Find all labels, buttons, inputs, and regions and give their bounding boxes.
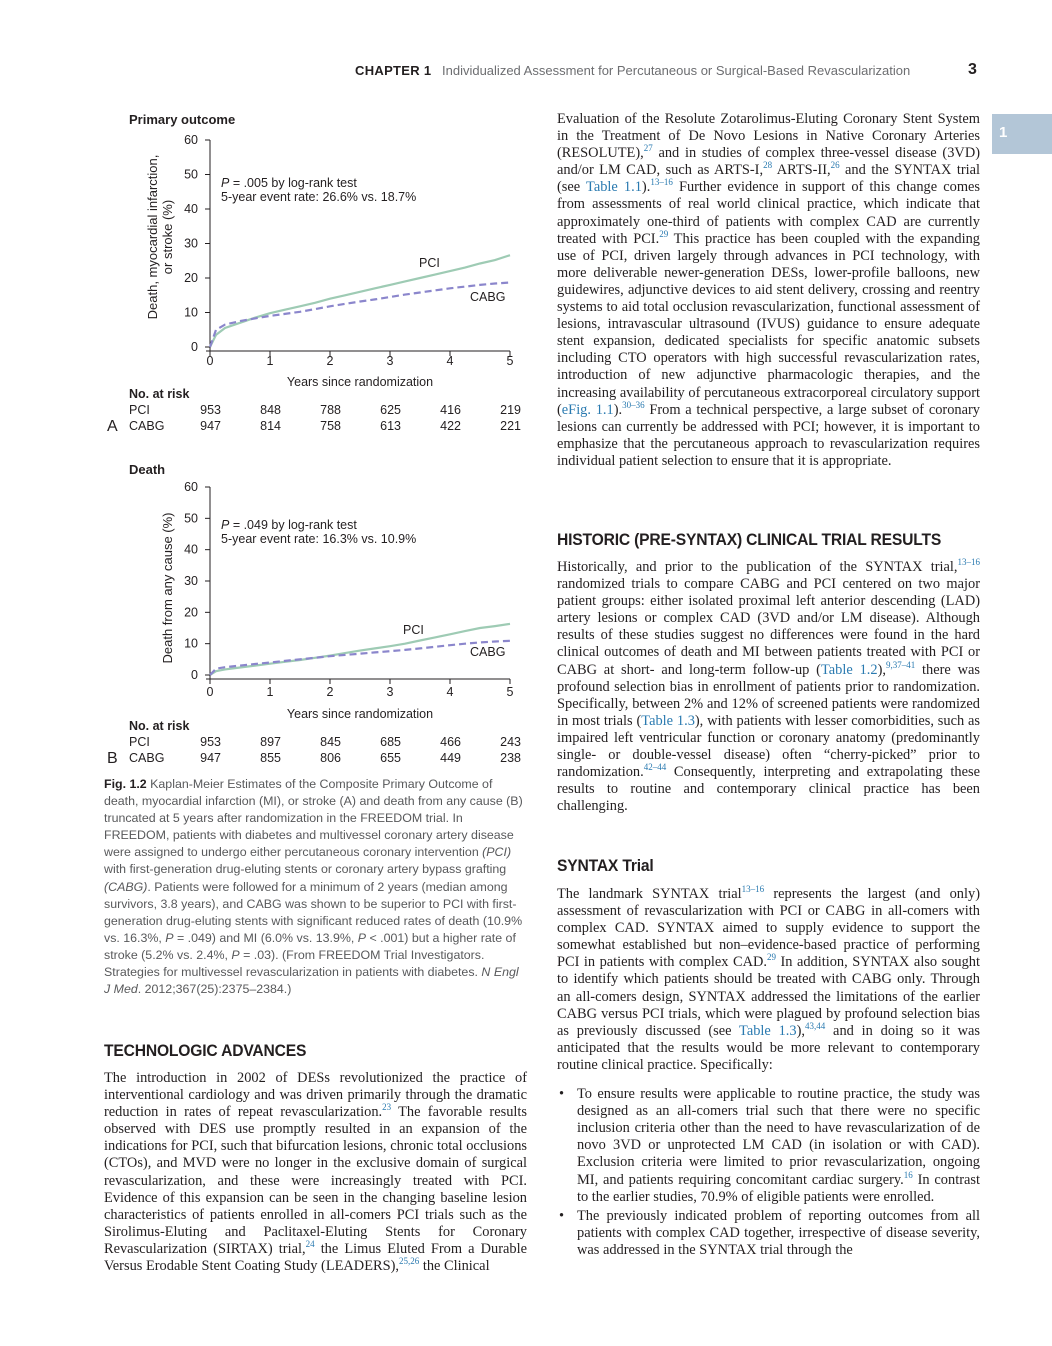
- panel-a-series: [210, 255, 510, 347]
- panel-b-y-tick-label: 60: [184, 480, 198, 494]
- citation-superscript[interactable]: 13–16: [957, 557, 980, 568]
- panel-a-y-tick-label: 20: [184, 271, 198, 285]
- panel-a-x-tick-label: 2: [326, 354, 334, 368]
- panel-b-y-tick-label: 40: [184, 542, 198, 557]
- panel-b-xlabel: Years since randomization: [286, 707, 434, 721]
- panel-b-ylabel: Death from any cause (%): [160, 512, 175, 664]
- panel-a-risk-value: 947: [200, 419, 221, 433]
- panel-a-y-tick-label: 0: [191, 340, 198, 354]
- figure-panel-a: [100, 105, 530, 440]
- panel-b-y-tick-label: 30: [184, 574, 198, 588]
- panel-b-y-tick-label: 50: [184, 511, 198, 526]
- citation-superscript[interactable]: 27: [643, 143, 653, 154]
- chapter-thumb-tab: [992, 114, 1052, 154]
- panel-a-x-tick-label: 4: [446, 354, 454, 368]
- panel-a-risk-value: 613: [380, 419, 401, 433]
- panel-b-x-tick-label: 1: [266, 685, 274, 699]
- panel-a-ylabel: [145, 155, 175, 320]
- panel-a-x-tick-label: 5: [506, 354, 514, 368]
- technologic-advances-body: [104, 1070, 527, 1275]
- citation-superscript[interactable]: 30–36: [622, 399, 645, 410]
- panel-b-x-tick-label: 2: [326, 685, 334, 699]
- panel-b-x-tick-label: 3: [386, 685, 394, 699]
- panel-a-ylabel-line2: or stroke (%): [160, 199, 175, 275]
- figure-caption-text: Kaplan-Meier Estimates of the Composite Primary Outcome of death, myocardial infarction (MI), or stroke (A) and death from any cause (B) truncated at 5 years after randomization in the FREEDOM trial. In FREEDOM, patients with diabetes and multivessel coronary artery disease were assigned to undergo either percutaneous coronary intervention (PCI) with first-generation drug-eluting stents or coronary artery bypass grafting (CABG). Patients were followed for a minimum of 2 years (median among survivors, 3.8 years), and CABG was shown to be superior to PCI with first-generation drug-eluting stents with significant reduced rates of death (10.9% vs. 16.3%, P = .049) and MI (6.0% vs. 13.9%, P < .001) but a higher rate of stroke (5.2% vs. 2.4%, P = .03). (From FREEDOM Trial Investigators. Strategies for multivessel revascularization in patients with diabetes. N Engl J Med. 2012;367(25):2375–2384.): [104, 777, 523, 997]
- panel-a-risk-value: 814: [260, 419, 281, 433]
- panel-a-title: Primary outcome: [129, 112, 236, 127]
- panel-a-p-label: P: [221, 176, 230, 190]
- panel-b-p-text: = .049 by log-rank test: [229, 518, 357, 532]
- panel-a-y-tick-label: 30: [184, 236, 198, 251]
- panel-b-risk-value: 953: [200, 735, 221, 749]
- citation-superscript[interactable]: 29: [659, 228, 669, 239]
- panel-a-pci-label: PCI: [419, 256, 440, 270]
- panel-b-title: Death: [129, 462, 166, 477]
- syntax-bullet-list: [557, 1086, 980, 1259]
- panel-a-x-tick-label: 0: [206, 354, 214, 368]
- technologic-paragraph: The introduction in 2002 of DESs revolutionized the practice of interventional cardiology and was driven primarily through the dramatic reduction in rates of repeat revascularization.$^{23}$ The favorable results observed with DES use promptly resulted in an expansion of the indications for PCI, such that bifurcation lesions, chronic total occlusions (CTOs), and MVD were no longer in the exclusive domain of surgical revascularization, and these were increasingly treated with PCI. Evidence of this expansion can be seen in the changing baseline lesion characteristics of patients enrolled in all-comers PCI trials such as the Sirolimus-Eluting and Paclitaxel-Eluting Stents for Coronary Revascularization (SIRTAX) trial,$^{24}$ the Limus Eluted From a Durable Versus Erodable Stent Coating Study (LEADERS),$^{25,26}$ the Clinical: [104, 1070, 527, 1275]
- panel-b-p-value: [221, 518, 357, 532]
- panel-a-risk-value: 416: [440, 403, 461, 417]
- panel-a-p-text: = .005 by log-rank test: [229, 176, 357, 190]
- panel-a-risk-label-cabg: CABG: [129, 419, 165, 433]
- figure-caption-label: Fig. 1.2: [104, 777, 147, 791]
- historic-trials-body: [557, 559, 980, 815]
- panel-b-risk-value: 806: [320, 751, 341, 765]
- panel-b-risk-value: 845: [320, 735, 341, 749]
- panel-b-letter: B: [107, 750, 118, 767]
- heading-syntax-trial: SYNTAX Trial: [557, 856, 654, 875]
- panel-b-risk-values: [200, 735, 521, 765]
- right-column-continuation-paragraph: Evaluation of the Resolute Zotarolimus-Eluting Coronary Stent System in the Treatment of De Novo Lesions in Native Coronary Arteries (RESOLUTE),$^{27}$ and in studies of complex three-vessel disease (3VD) and/or LM CAD, such as ARTS-I,$^{28}$ ARTS-II,$^{26}$ and the SYNTAX trial (see Table 1.1).$^{13-16}$ Further evidence in support of this change comes from assessments of real world clinical practice, which indicate that approximately one-third of patients with complex CAD are currently treated with PCI.$^{29}$ This practice has been coupled with the expanding use of PCI, driven largely through advances in PCI technology, with more deliverable newer-generation DESs, lower-profile balloons, new guidewires, adjunctive devices to aid stent delivery, crossing and reentry systems to aid total occlusion revascularization, functional assessment of lesions, intravascular ultrasound (IVUS) guidance to ensure adequate stent expansion, dedicated specialists for specific anatomic subsets including CTO operators with high successful revascularization rates, introduction of new adjunctive pharmacologic therapies, and the increasing availability of percutaneous extracorporeal circulatory support (eFig. 1.1).$^{30-36}$ From a technical perspective, a large subset of coronary lesions can currently be addressed with PCI; however, it is important to emphasize that the percutaneous approach to revascularization requires individual patient selection to ensure that it is appropriate.: [557, 111, 980, 469]
- panel-a-y-tick-label: 40: [184, 202, 198, 216]
- citation-superscript[interactable]: 16: [903, 1169, 913, 1180]
- panel-a-xlabel: Years since randomization: [286, 375, 434, 389]
- panel-b-risk-title: No. at risk: [129, 719, 190, 733]
- italic-text: N Engl J Med: [104, 965, 519, 997]
- panel-b-risk-value: 243: [500, 735, 521, 749]
- panel-b-risk-value: 685: [380, 735, 401, 749]
- italic-text: P: [165, 930, 174, 945]
- citation-superscript[interactable]: 23: [382, 1102, 392, 1113]
- syntax-paragraph: The landmark SYNTAX trial$^{13-16}$ represents the largest (and only) assessment of revascularization with PCI or CABG in all-comers with complex CAD. SYNTAX aimed to supply evidence to support the somewhat established but non–evidence-based practice of performing PCI in patients with complex CAD.$^{29}$ In addition, SYNTAX also sought to identify which patients should be treated with CABG only. Through an all-comers design, SYNTAX addressed the limitations of the earlier CABG versus PCI trials, which were plagued by profound selection bias as previously discussed (see Table 1.3),$^{43,44}$ and in doing so it was anticipated that the results would be more relevant to contemporary routine clinical practice. Specifically:: [557, 884, 981, 1073]
- cross-reference-link[interactable]: Table 1.3: [641, 712, 695, 729]
- panel-a-risk-value: 219: [500, 403, 521, 417]
- heading-technologic-advances: TECHNOLOGIC ADVANCES: [104, 1041, 307, 1060]
- panel-b-x-tick-label: 5: [506, 685, 514, 699]
- running-header-chapter: CHAPTER 1: [355, 63, 432, 78]
- panel-a-x-tick-label: 1: [266, 354, 274, 368]
- figure-panel-b: [100, 452, 530, 770]
- citation-superscript[interactable]: 26: [830, 160, 840, 171]
- italic-text: (PCI): [482, 845, 512, 860]
- panel-a-ticks: [184, 133, 513, 368]
- citation-superscript[interactable]: 9,37–41: [885, 659, 916, 670]
- panel-b-risk-value: 655: [380, 751, 401, 765]
- italic-text: (CABG): [104, 879, 148, 894]
- citation-superscript[interactable]: 13–16: [741, 884, 765, 895]
- panel-b-x-tick-label: 4: [446, 685, 454, 699]
- panel-a-risk-value: 953: [200, 403, 221, 417]
- italic-text: P: [357, 930, 367, 945]
- panel-a-y-tick-label: 50: [184, 167, 198, 182]
- panel-b-event-rate: 5-year event rate: 16.3% vs. 10.9%: [221, 532, 417, 546]
- panel-a-event-rate: 5-year event rate: 26.6% vs. 18.7%: [221, 190, 417, 204]
- chapter-tab-number: 1: [999, 124, 1008, 141]
- citation-superscript[interactable]: 42–44: [643, 762, 667, 773]
- syntax-trial-body: [557, 886, 980, 1261]
- panel-a-risk-value: 625: [380, 403, 401, 417]
- panel-b-cabg-label: CABG: [470, 645, 506, 659]
- heading-historic-trials: HISTORIC (PRE-SYNTAX) CLINICAL TRIAL RESULTS: [557, 530, 942, 549]
- panel-b-x-tick-label: 0: [206, 685, 214, 699]
- panel-a-ylabel-line1: Death, myocardial infarction,: [145, 154, 160, 320]
- citation-superscript[interactable]: 25,26: [398, 1256, 420, 1267]
- panel-b-risk-value: 897: [260, 735, 281, 749]
- cross-reference-link[interactable]: eFig. 1.1: [561, 401, 614, 418]
- panel-a-risk-value: 848: [260, 403, 281, 417]
- panel-b-series-line-cabg: [210, 641, 510, 675]
- panel-a-y-tick-label: 60: [184, 133, 198, 147]
- panel-b-risk-value: 855: [260, 751, 281, 765]
- historic-paragraph: Historically, and prior to the publication of the SYNTAX trial,$^{13-16}$ randomized trials to compare CABG and PCI centered on two major patient groups: either isolated proximal left anterior descending (LAD) artery lesions or complex CAD (3VD and/or LM disease). Although results of these studies suggest no differences were found in the hard clinical outcomes of death and MI between patients treated with PCI or CABG at short- and long-term follow-up (Table 1.2),$^{9,37-41}$ there was profound selection bias in enrollment of patients prior to randomization. Specifically, between 2% and 12% of screened patients were randomized in most trials (Table 1.3), with patients with lesser comorbidities, such as impaired left ventricular function or coronary anatomy (predominantly single- or double-vessel disease) often “cherry-picked” prior to randomization.$^{42-44}$ Consequently, interpreting and extrapolating these results to routine and contemporary clinical practice has been challenging.: [557, 557, 980, 815]
- panel-a-cabg-label: CABG: [470, 290, 506, 304]
- panel-a-risk-value: 422: [440, 419, 461, 433]
- page-number: 3: [968, 61, 977, 78]
- panel-b-series: [210, 624, 510, 675]
- panel-b-y-tick-label: 20: [184, 605, 198, 620]
- citation-superscript[interactable]: 24: [305, 1239, 315, 1250]
- cross-reference-link[interactable]: Table 1.1: [586, 179, 642, 196]
- panel-b-risk-label-cabg: CABG: [129, 751, 165, 765]
- panel-b-y-tick-label: 0: [191, 668, 198, 682]
- citation-superscript[interactable]: 13–16: [650, 177, 673, 188]
- panel-a-risk-value: 221: [500, 419, 521, 433]
- running-header-title: Individualized Assessment for Percutaneous or Surgical-Based Revascularization: [442, 63, 911, 78]
- panel-b-series-line-pci: [210, 624, 510, 675]
- panel-b-p-label: P: [221, 518, 230, 532]
- panel-b-risk-value: 238: [500, 751, 521, 765]
- citation-superscript[interactable]: 43,44: [805, 1020, 826, 1031]
- panel-a-p-value: [221, 176, 357, 190]
- panel-a-risk-values: [200, 403, 521, 433]
- panel-a-risk-label-pci: PCI: [129, 403, 150, 417]
- cross-reference-link[interactable]: Table 1.3: [739, 1022, 797, 1039]
- figure-caption: [104, 776, 524, 998]
- italic-text: P: [231, 947, 240, 962]
- citation-superscript[interactable]: 28: [763, 160, 773, 171]
- panel-a-risk-title: No. at risk: [129, 387, 190, 401]
- panel-a-risk-value: 788: [320, 403, 341, 417]
- panel-b-risk-value: 449: [440, 751, 461, 765]
- panel-b-y-tick-label: 10: [184, 636, 198, 651]
- syntax-bullet-item: • The previously indicated problem of reporting outcomes from all patients with complex CAD together, irrespective of disease severity, was addressed in the SYNTAX trial through the: [557, 1208, 980, 1259]
- right-column-intro: [557, 111, 980, 470]
- panel-b-pci-label: PCI: [403, 623, 424, 637]
- panel-b-risk-label-pci: PCI: [129, 735, 150, 749]
- panel-b-risk-value: 466: [440, 735, 461, 749]
- syntax-bullet-item: • To ensure results were applicable to routine practice, the study was designed as an all-comers trial such that there were no specific inclusion criteria other than the need to have revascularization of de novo 3VD or unprotected LM CAD (in isolation or with CAD). Exclusion criteria were limited to prior revascularization, ongoing MI, and patients requiring concomitant cardiac surgery.$^{16}$ In contrast to the earlier studies, 70.9% of eligible patients were enrolled.: [557, 1086, 980, 1206]
- citation-superscript[interactable]: 29: [766, 952, 776, 963]
- cross-reference-link[interactable]: Table 1.2: [820, 661, 878, 678]
- panel-a-letter: A: [107, 418, 118, 435]
- panel-a-x-tick-label: 3: [386, 354, 394, 368]
- panel-a-y-tick-label: 10: [184, 305, 198, 320]
- panel-a-risk-value: 758: [320, 419, 341, 433]
- panel-b-risk-value: 947: [200, 751, 221, 765]
